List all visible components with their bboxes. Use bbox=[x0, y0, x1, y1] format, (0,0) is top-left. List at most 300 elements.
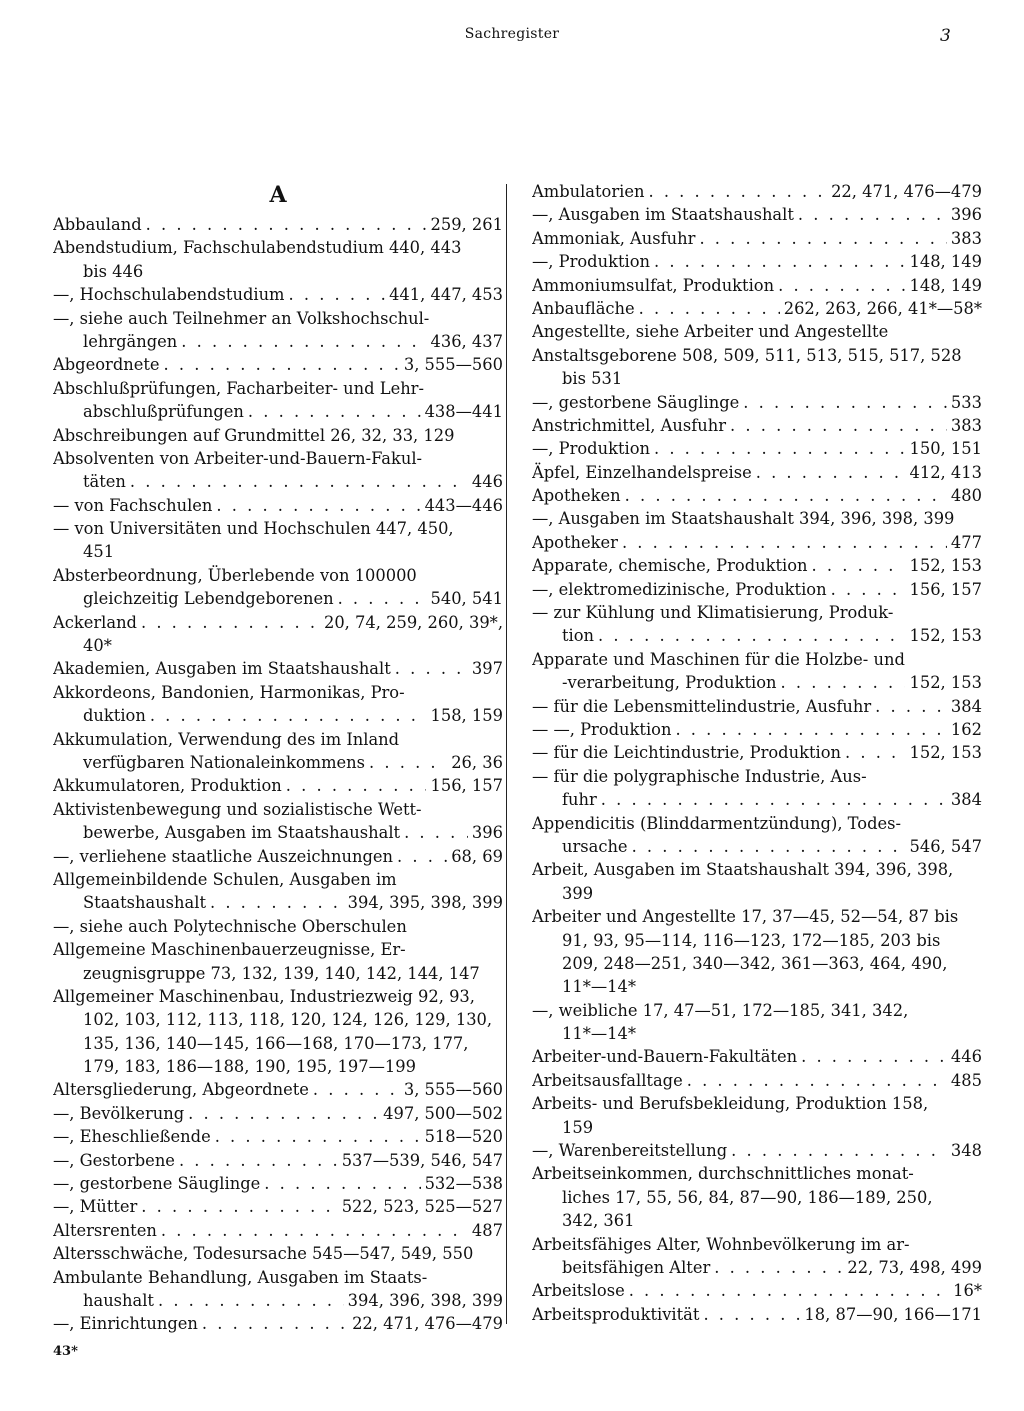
entry-page-refs: 162 bbox=[950, 719, 982, 739]
entry-term: verfügbaren Nationaleinkommens bbox=[83, 752, 366, 772]
index-entry bbox=[532, 765, 982, 788]
entry-page-refs: 383 bbox=[950, 228, 982, 248]
index-entry bbox=[53, 564, 503, 587]
entry-term: Apotheker bbox=[532, 532, 618, 552]
index-entry bbox=[532, 203, 982, 226]
entry-term: —, Ausgaben im Staatshaushalt bbox=[532, 205, 794, 225]
entry-term: Arbeitslose bbox=[532, 1281, 625, 1301]
entry-term: Arbeitsproduktivität bbox=[532, 1304, 700, 1324]
entry-term: Altersgliederung, Abgeordnete bbox=[53, 1080, 309, 1100]
entry-term: zeugnisgruppe 73, 132, 139, 140, 142, 144, 147 bbox=[83, 963, 480, 983]
index-entry bbox=[532, 812, 982, 835]
entry-page-refs: 441, 447, 453 bbox=[389, 285, 503, 305]
dot-leader bbox=[286, 774, 427, 797]
entry-term: 135, 136, 140—145, 166—168, 170—173, 177, bbox=[83, 1033, 469, 1053]
entry-page-refs: 18, 87—90, 166—171 bbox=[804, 1304, 982, 1324]
index-entry bbox=[532, 250, 982, 273]
dot-leader bbox=[264, 1172, 420, 1195]
running-head: Sachregister bbox=[464, 26, 560, 42]
entry-page-refs: 497, 500—502 bbox=[383, 1103, 503, 1123]
index-entry bbox=[53, 1149, 503, 1172]
entry-page-refs: 150, 151 bbox=[909, 439, 982, 459]
entry-page-refs: 396 bbox=[950, 205, 982, 225]
index-entry bbox=[532, 1022, 982, 1045]
index-entry bbox=[53, 1008, 503, 1031]
entry-term: — —, Produktion bbox=[532, 719, 672, 739]
entry-term: Allgemeine Maschinenbauerzeugnisse, Er- bbox=[53, 940, 406, 960]
index-entry bbox=[532, 1233, 982, 1256]
index-entry bbox=[532, 648, 982, 671]
entry-term: Allgemeinbildende Schulen, Ausgaben im bbox=[53, 869, 397, 889]
entry-term: Apparate und Maschinen für die Holzbe- und bbox=[532, 649, 905, 669]
entry-term: Apparate, chemische, Produktion bbox=[532, 556, 808, 576]
entry-term: Allgemeiner Maschinenbau, Industriezweig 92, 93, bbox=[53, 986, 475, 1006]
entry-term: lehrgängen bbox=[83, 331, 178, 351]
entry-page-refs: 156, 157 bbox=[430, 776, 503, 796]
index-entry bbox=[53, 1125, 503, 1148]
index-entry bbox=[53, 1289, 503, 1312]
entry-term: Absolventen von Arbeiter-und-Bauern-Fakul- bbox=[53, 448, 423, 468]
entry-page-refs: 262, 263, 266, 41*—58* bbox=[783, 298, 982, 318]
entry-page-refs: 480 bbox=[950, 486, 982, 506]
index-entry bbox=[532, 1162, 982, 1185]
entry-term: liches 17, 55, 56, 84, 87—90, 186—189, 250, bbox=[562, 1187, 933, 1207]
index-entry bbox=[53, 330, 503, 353]
dot-leader bbox=[164, 353, 400, 376]
dot-leader bbox=[801, 1045, 947, 1068]
index-column-left bbox=[53, 180, 503, 1336]
entry-page-refs: 546, 547 bbox=[909, 836, 982, 856]
entry-term: Ambulatorien bbox=[532, 182, 645, 201]
column-divider bbox=[506, 184, 507, 1324]
entry-term: — zur Kühlung und Klimatisierung, Produk- bbox=[532, 603, 894, 623]
entry-term: gleichzeitig Lebendgeborenen bbox=[83, 589, 334, 609]
index-entry bbox=[532, 578, 982, 601]
entry-page-refs: 537—539, 546, 547 bbox=[341, 1150, 503, 1170]
entry-term: Akkumulation, Verwendung des im Inland bbox=[53, 729, 400, 749]
entry-term: Arbeits- und Berufsbekleidung, Produktion 158, bbox=[532, 1094, 929, 1114]
entry-page-refs: 396 bbox=[471, 823, 503, 843]
index-entry bbox=[532, 1279, 982, 1302]
dot-leader bbox=[150, 704, 427, 727]
entry-page-refs: 152, 153 bbox=[909, 673, 982, 693]
dot-leader bbox=[598, 624, 905, 647]
index-entry bbox=[532, 461, 982, 484]
index-entry bbox=[53, 1102, 503, 1125]
entry-term: —, siehe auch Teilnehmer an Volkshochschul- bbox=[53, 308, 430, 328]
dot-leader bbox=[703, 1303, 800, 1326]
dot-leader bbox=[289, 283, 386, 306]
entry-term: 399 bbox=[562, 883, 594, 903]
entry-term: Akademien, Ausgaben im Staatshaushalt bbox=[53, 659, 391, 679]
entry-term: 209, 248—251, 340—342, 361—363, 464, 490, bbox=[562, 953, 948, 973]
entry-term: Arbeiter-und-Bauern-Fakultäten bbox=[532, 1047, 798, 1067]
entry-page-refs: 394, 396, 398, 399 bbox=[347, 1290, 503, 1310]
entry-term: Akkordeons, Bandonien, Harmonikas, Pro- bbox=[53, 682, 405, 702]
index-entry bbox=[532, 1069, 982, 1092]
index-entry bbox=[53, 915, 503, 938]
index-entry bbox=[532, 952, 982, 975]
index-entry bbox=[532, 484, 982, 507]
entry-term: 102, 103, 112, 113, 118, 120, 124, 126, 129, 130, bbox=[83, 1010, 493, 1030]
index-entry bbox=[53, 1219, 503, 1242]
entry-page-refs: 152, 153 bbox=[909, 743, 982, 763]
index-entry bbox=[532, 975, 982, 998]
entry-page-refs: 522, 523, 525—527 bbox=[341, 1197, 503, 1217]
dot-leader bbox=[654, 437, 906, 460]
entry-page-refs: 438—441 bbox=[424, 402, 503, 422]
index-entry bbox=[532, 180, 982, 203]
index-entry bbox=[53, 377, 503, 400]
dot-leader bbox=[141, 1195, 337, 1218]
index-entry bbox=[532, 507, 982, 530]
index-entry bbox=[53, 938, 503, 961]
dot-leader bbox=[161, 1219, 468, 1242]
index-entry bbox=[53, 657, 503, 680]
entry-term: Arbeitsausfalltage bbox=[532, 1070, 683, 1090]
entry-page-refs: 540, 541 bbox=[430, 589, 503, 609]
dot-leader bbox=[601, 788, 947, 811]
entry-term: bewerbe, Ausgaben im Staatshaushalt bbox=[83, 823, 401, 843]
entry-term: 451 bbox=[83, 542, 115, 562]
entry-term: tion bbox=[562, 626, 595, 646]
index-entry bbox=[532, 367, 982, 390]
entry-page-refs: 259, 261 bbox=[430, 215, 503, 234]
entry-term: — für die Lebensmittelindustrie, Ausfuhr bbox=[532, 696, 872, 716]
index-entry bbox=[532, 718, 982, 741]
dot-leader bbox=[202, 1312, 348, 1335]
entry-term: Altersrenten bbox=[53, 1220, 157, 1240]
dot-leader bbox=[731, 1139, 947, 1162]
index-entry bbox=[53, 587, 503, 610]
entry-page-refs: 22, 471, 476—479 bbox=[352, 1314, 503, 1334]
entry-page-refs: 22, 73, 498, 499 bbox=[847, 1257, 982, 1277]
index-entry bbox=[532, 274, 982, 297]
dot-leader bbox=[313, 1078, 400, 1101]
index-entry bbox=[53, 1312, 503, 1335]
entry-term: abschlußprüfungen bbox=[83, 402, 244, 422]
index-entry bbox=[532, 227, 982, 250]
index-entry bbox=[53, 821, 503, 844]
entry-term: 159 bbox=[562, 1117, 594, 1137]
dot-leader bbox=[831, 578, 906, 601]
entry-term: Ackerland bbox=[53, 612, 137, 632]
dot-leader bbox=[395, 657, 468, 680]
index-entry bbox=[532, 601, 982, 624]
dot-leader bbox=[210, 891, 344, 914]
dot-leader bbox=[397, 845, 447, 868]
index-entry bbox=[532, 882, 982, 905]
index-entry bbox=[532, 905, 982, 928]
dot-leader bbox=[625, 484, 947, 507]
index-entry bbox=[53, 798, 503, 821]
index-column-right bbox=[532, 180, 982, 1326]
index-entry bbox=[53, 681, 503, 704]
index-entry bbox=[532, 624, 982, 647]
page-number: 3 bbox=[940, 26, 951, 46]
entry-term: Ambulante Behandlung, Ausgaben im Staats- bbox=[53, 1267, 428, 1287]
dot-leader bbox=[654, 250, 906, 273]
entry-term: —, weibliche 17, 47—51, 172—185, 341, 342, bbox=[532, 1000, 909, 1020]
entry-term: — von Fachschulen bbox=[53, 495, 213, 515]
entry-term: Staatshaushalt bbox=[83, 893, 206, 913]
entry-page-refs: 443—446 bbox=[424, 495, 503, 515]
entry-page-refs: 518—520 bbox=[424, 1127, 503, 1147]
entry-page-refs: 348 bbox=[950, 1141, 982, 1161]
entry-term: —, Einrichtungen bbox=[53, 1314, 198, 1334]
entry-term: Arbeitseinkommen, durchschnittliches monat- bbox=[532, 1164, 914, 1184]
index-entry bbox=[532, 1303, 982, 1326]
entry-term: täten bbox=[83, 472, 126, 492]
entry-page-refs: 158, 159 bbox=[430, 706, 503, 726]
entry-page-refs: 152, 153 bbox=[909, 626, 982, 646]
dot-leader bbox=[730, 414, 947, 437]
dot-leader bbox=[648, 180, 827, 203]
index-entry bbox=[53, 353, 503, 376]
entry-term: Aktivistenbewegung und sozialistische Wett- bbox=[53, 799, 422, 819]
index-entry bbox=[532, 1092, 982, 1115]
index-entry bbox=[532, 1256, 982, 1279]
entry-term: — von Universitäten und Hochschulen 447, 450, bbox=[53, 519, 454, 539]
index-entry bbox=[53, 891, 503, 914]
entry-page-refs: 532—538 bbox=[424, 1174, 503, 1194]
dot-leader bbox=[875, 695, 947, 718]
entry-term: Appendicitis (Blinddarmentzündung), Todes- bbox=[532, 813, 901, 833]
entry-term: Altersschwäche, Todesursache 545—547, 549, 550 bbox=[53, 1244, 474, 1264]
entry-term: fuhr bbox=[562, 790, 597, 810]
dot-leader bbox=[629, 1279, 949, 1302]
entry-term: Anstaltsgeborene 508, 509, 511, 513, 515, 517, 528 bbox=[532, 345, 962, 365]
dot-leader bbox=[338, 587, 427, 610]
index-entry bbox=[532, 671, 982, 694]
dot-leader bbox=[699, 227, 946, 250]
entry-page-refs: 477 bbox=[950, 532, 982, 552]
index-entry bbox=[53, 470, 503, 493]
entry-page-refs: 397 bbox=[471, 659, 503, 679]
entry-term: —, elektromedizinische, Produktion bbox=[532, 579, 827, 599]
entry-page-refs: 16* bbox=[953, 1281, 982, 1301]
entry-page-refs: 533 bbox=[950, 392, 982, 412]
dot-leader bbox=[179, 1149, 338, 1172]
index-entry bbox=[53, 751, 503, 774]
index-entry bbox=[53, 540, 503, 563]
index-entry bbox=[53, 447, 503, 470]
entry-term: —, Warenbereitstellung bbox=[532, 1141, 728, 1161]
entry-term: 11*—14* bbox=[562, 977, 636, 997]
entry-term: -verarbeitung, Produktion bbox=[562, 673, 777, 693]
entry-page-refs: 384 bbox=[950, 790, 982, 810]
dot-leader bbox=[778, 274, 905, 297]
entry-term: haushalt bbox=[83, 1290, 154, 1310]
entry-term: Abbauland bbox=[53, 215, 142, 234]
entry-term: —, siehe auch Polytechnische Oberschulen bbox=[53, 916, 407, 936]
index-entry bbox=[53, 400, 503, 423]
index-entry bbox=[532, 858, 982, 881]
entry-term: —, gestorbene Säuglinge bbox=[53, 1174, 261, 1194]
index-entry bbox=[53, 985, 503, 1008]
entry-term: Abschreibungen auf Grundmittel 26, 32, 33, 129 bbox=[53, 425, 455, 445]
index-entry bbox=[53, 1266, 503, 1289]
index-entry bbox=[53, 611, 503, 634]
signature-mark: 43* bbox=[53, 1344, 78, 1359]
entry-term: —, Mütter bbox=[53, 1197, 138, 1217]
index-entries-left bbox=[53, 213, 503, 1336]
index-entry bbox=[532, 999, 982, 1022]
index-entry bbox=[532, 1139, 982, 1162]
index-entry bbox=[532, 344, 982, 367]
index-entry bbox=[53, 704, 503, 727]
entry-term: —, Ausgaben im Staatshaushalt 394, 396, 398, 399 bbox=[532, 509, 955, 529]
dot-leader bbox=[146, 213, 427, 236]
index-entry bbox=[532, 1209, 982, 1232]
entry-term: —, Eheschließende bbox=[53, 1127, 211, 1147]
dot-leader bbox=[714, 1256, 843, 1279]
entry-term: Arbeiter und Angestellte 17, 37—45, 52—54, 87 bis bbox=[532, 907, 959, 927]
dot-leader bbox=[130, 470, 468, 493]
entry-page-refs: 383 bbox=[950, 415, 982, 435]
index-entry bbox=[532, 554, 982, 577]
entry-page-refs: 3, 555—560 bbox=[403, 355, 503, 375]
index-entry bbox=[53, 634, 503, 657]
entry-term: 179, 183, 186—188, 190, 195, 197—199 bbox=[83, 1057, 416, 1077]
entry-page-refs: 446 bbox=[471, 472, 503, 492]
index-entry bbox=[53, 494, 503, 517]
index-entry bbox=[53, 236, 503, 259]
index-entry bbox=[53, 213, 503, 236]
entry-page-refs: 394, 395, 398, 399 bbox=[347, 893, 503, 913]
entry-page-refs: 436, 437 bbox=[430, 331, 503, 351]
index-entry bbox=[532, 695, 982, 718]
dot-leader bbox=[404, 821, 468, 844]
entry-term: Ammoniak, Ausfuhr bbox=[532, 228, 696, 248]
index-entry bbox=[53, 1055, 503, 1078]
entry-term: —, verliehene staatliche Auszeichnungen bbox=[53, 846, 394, 866]
entry-page-refs: 487 bbox=[471, 1220, 503, 1240]
entry-term: Abendstudium, Fachschulabendstudium 440, 443 bbox=[53, 238, 462, 258]
entry-term: —, Hochschulabendstudium bbox=[53, 285, 285, 305]
index-entry bbox=[53, 307, 503, 330]
dot-leader bbox=[622, 531, 947, 554]
entry-term: —, gestorbene Säuglinge bbox=[532, 392, 740, 412]
entry-term: Ammoniumsulfat, Produktion bbox=[532, 275, 775, 295]
entry-term: Anstrichmittel, Ausfuhr bbox=[532, 415, 727, 435]
entry-page-refs: 485 bbox=[950, 1070, 982, 1090]
index-entry bbox=[532, 1116, 982, 1139]
entry-term: Arbeit, Ausgaben im Staatshaushalt 394, 396, 398, bbox=[532, 860, 954, 880]
index-entry bbox=[532, 741, 982, 764]
index-entry bbox=[53, 1242, 503, 1265]
entry-term: 342, 361 bbox=[562, 1211, 635, 1231]
entry-term: Akkumulatoren, Produktion bbox=[53, 776, 282, 796]
index-entry bbox=[53, 517, 503, 540]
dot-leader bbox=[756, 461, 906, 484]
entry-term: — für die Leichtindustrie, Produktion bbox=[532, 743, 841, 763]
entry-term: bis 446 bbox=[83, 261, 144, 281]
dot-leader bbox=[141, 611, 320, 634]
entry-page-refs: 3, 555—560 bbox=[403, 1080, 503, 1100]
entry-term: 11*—14* bbox=[562, 1024, 636, 1044]
index-entry bbox=[532, 835, 982, 858]
entry-page-refs: 384 bbox=[950, 696, 982, 716]
entry-page-refs: 156, 157 bbox=[909, 579, 982, 599]
entry-term: —, Produktion bbox=[532, 252, 650, 272]
index-entries-right bbox=[532, 180, 982, 1326]
index-entry bbox=[53, 774, 503, 797]
index-entry bbox=[532, 531, 982, 554]
index-entry bbox=[53, 1172, 503, 1195]
index-entry bbox=[53, 728, 503, 751]
entry-term: Arbeitsfähiges Alter, Wohnbevölkerung im ar- bbox=[532, 1234, 910, 1254]
dot-leader bbox=[687, 1069, 947, 1092]
dot-leader bbox=[181, 330, 426, 353]
entry-page-refs: 20, 74, 259, 260, 39*, bbox=[323, 612, 503, 632]
dot-leader bbox=[215, 1125, 421, 1148]
entry-page-refs: 152, 153 bbox=[909, 556, 982, 576]
index-entry bbox=[53, 868, 503, 891]
index-entry bbox=[532, 788, 982, 811]
entry-term: ursache bbox=[562, 836, 628, 856]
dot-leader bbox=[369, 751, 447, 774]
index-entry bbox=[53, 962, 503, 985]
index-entry bbox=[53, 1078, 503, 1101]
entry-page-refs: 26, 36 bbox=[451, 752, 503, 772]
index-entry bbox=[53, 1032, 503, 1055]
index-entry bbox=[532, 437, 982, 460]
entry-page-refs: 446 bbox=[950, 1047, 982, 1067]
dot-leader bbox=[812, 554, 906, 577]
index-entry bbox=[532, 929, 982, 952]
entry-term: Apotheken bbox=[532, 486, 621, 506]
dot-leader bbox=[216, 494, 420, 517]
entry-page-refs: 68, 69 bbox=[451, 846, 503, 866]
dot-leader bbox=[798, 203, 947, 226]
entry-term: Angestellte, siehe Arbeiter und Angestellte bbox=[532, 322, 889, 342]
index-entry bbox=[532, 1186, 982, 1209]
dot-leader bbox=[188, 1102, 379, 1125]
entry-term: 40* bbox=[83, 636, 112, 656]
entry-page-refs: 22, 471, 476—479 bbox=[831, 182, 982, 201]
entry-term: —, Produktion bbox=[532, 439, 650, 459]
entry-page-refs: 148, 149 bbox=[909, 252, 982, 272]
index-entry bbox=[53, 1195, 503, 1218]
index-entry bbox=[532, 414, 982, 437]
index-entry bbox=[532, 320, 982, 343]
dot-leader bbox=[845, 741, 905, 764]
dot-leader bbox=[639, 297, 780, 320]
entry-term: Abgeordnete bbox=[53, 355, 160, 375]
index-entry bbox=[532, 297, 982, 320]
section-letter: A bbox=[269, 182, 287, 208]
entry-term: beitsfähigen Alter bbox=[562, 1257, 711, 1277]
index-entry bbox=[53, 283, 503, 306]
entry-term: Abschlußprüfungen, Facharbeiter- und Lehr- bbox=[53, 378, 424, 398]
dot-leader bbox=[781, 671, 906, 694]
entry-term: Absterbeordnung, Überlebende von 100000 bbox=[53, 565, 417, 585]
index-entry bbox=[532, 391, 982, 414]
index-entry bbox=[532, 1045, 982, 1068]
index-entry bbox=[53, 424, 503, 447]
dot-leader bbox=[743, 391, 947, 414]
dot-leader bbox=[158, 1289, 344, 1312]
dot-leader bbox=[248, 400, 421, 423]
entry-term: duktion bbox=[83, 706, 146, 726]
index-entry bbox=[53, 260, 503, 283]
index-entry bbox=[53, 845, 503, 868]
entry-term: Äpfel, Einzelhandelspreise bbox=[532, 462, 752, 482]
entry-page-refs: 148, 149 bbox=[909, 275, 982, 295]
entry-term: —, Gestorbene bbox=[53, 1150, 175, 1170]
entry-term: 91, 93, 95—114, 116—123, 172—185, 203 bis bbox=[562, 930, 941, 950]
